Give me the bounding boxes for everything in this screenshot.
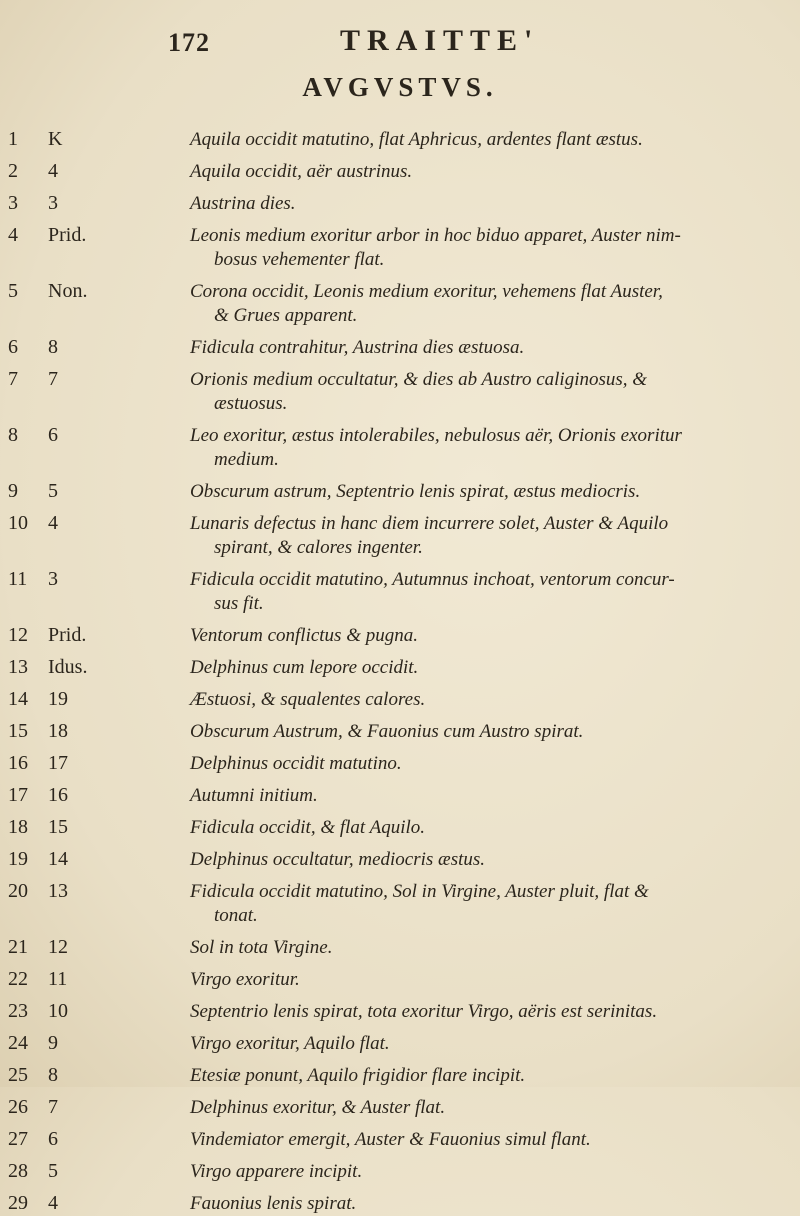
- entry-text: [190, 784, 770, 808]
- roman-date: 12: [48, 936, 68, 958]
- roman-date: 4: [48, 1192, 58, 1214]
- roman-date: 14: [48, 848, 68, 870]
- roman-date: 5: [48, 1160, 58, 1182]
- roman-date: 18: [48, 720, 68, 742]
- entry-text: [190, 336, 770, 360]
- entry-text: [190, 160, 770, 184]
- entry-line: Aquila occidit matutino, flat Aphricus, ardentes flant æstus.: [190, 129, 643, 150]
- entry-text: [190, 424, 770, 472]
- entry-text: [190, 688, 770, 712]
- roman-date: 15: [48, 816, 68, 838]
- roman-date: 5: [48, 480, 58, 502]
- day-number: 25: [8, 1064, 28, 1086]
- day-number: 19: [8, 848, 28, 870]
- roman-date: 19: [48, 688, 68, 710]
- day-number: 10: [8, 512, 28, 534]
- day-number: 17: [8, 784, 28, 806]
- entry-line: Æstuosi, & squalentes calores.: [190, 689, 426, 710]
- entry-text: [190, 880, 770, 928]
- day-number: 7: [8, 368, 18, 390]
- day-number: 20: [8, 880, 28, 902]
- running-head: TRAITTE': [340, 24, 540, 57]
- roman-date: 8: [48, 336, 58, 358]
- entry-line: Aquila occidit, aër austrinus.: [190, 161, 413, 182]
- entry-line: Fidicula occidit, & flat Aquilo.: [190, 817, 426, 838]
- entry-text: [190, 816, 770, 840]
- day-number: 11: [8, 568, 28, 590]
- day-number: 14: [8, 688, 28, 710]
- entry-line: æstuosus.: [214, 393, 288, 414]
- entry-text: [190, 1192, 770, 1216]
- month-title: AVGVSTVS.: [302, 72, 498, 102]
- entry-line: Delphinus occultatur, mediocris æstus.: [190, 849, 486, 870]
- page-number: 172: [168, 28, 210, 57]
- roman-date: 7: [48, 1096, 58, 1118]
- entry-text: [190, 752, 770, 776]
- entry-text: [190, 368, 770, 416]
- roman-date: K: [48, 128, 63, 150]
- entry-text: [190, 1160, 770, 1184]
- entry-line: Ventorum conflictus & pugna.: [190, 625, 418, 646]
- page-header: [0, 14, 800, 57]
- entry-text: [190, 192, 770, 216]
- entry-line: Autumni initium.: [190, 785, 318, 806]
- entry-line: Fidicula occidit matutino, Autumnus inchoat, ventorum concur-: [190, 569, 675, 590]
- roman-date: 6: [48, 424, 58, 446]
- entry-line: sus fit.: [214, 593, 264, 614]
- entry-line: Leo exoritur, æstus intolerabiles, nebulosus aër, Orionis exoritur: [190, 425, 682, 446]
- entry-line: Leonis medium exoritur arbor in hoc biduo apparet, Auster nim-: [190, 225, 681, 246]
- entry-text: [190, 848, 770, 872]
- entry-text: [190, 1064, 770, 1088]
- day-number: 15: [8, 720, 28, 742]
- entry-line: Virgo exoritur, Aquilo flat.: [190, 1033, 390, 1054]
- roman-date: 3: [48, 192, 58, 214]
- entry-line: Virgo apparere incipit.: [190, 1161, 363, 1182]
- entry-text: [190, 280, 770, 328]
- entry-text: [190, 720, 770, 744]
- entry-text: [190, 968, 770, 992]
- entry-text: [190, 512, 770, 560]
- entry-line: Delphinus occidit matutino.: [190, 753, 402, 774]
- entry-line: Delphinus cum lepore occidit.: [190, 657, 419, 678]
- entry-line: medium.: [214, 449, 279, 470]
- day-number: 22: [8, 968, 28, 990]
- roman-date: 9: [48, 1032, 58, 1054]
- entry-line: Septentrio lenis spirat, tota exoritur Virgo, aëris est serinitas.: [190, 1001, 658, 1022]
- day-number: 3: [8, 192, 18, 214]
- roman-date: 4: [48, 512, 58, 534]
- entry-line: Austrina dies.: [190, 193, 296, 214]
- entry-line: Obscurum astrum, Septentrio lenis spirat, æstus mediocris.: [190, 481, 641, 502]
- entry-line: Vindemiator emergit, Auster & Fauonius simul flant.: [190, 1129, 591, 1150]
- day-number: 29: [8, 1192, 28, 1214]
- roman-date: 8: [48, 1064, 58, 1086]
- entry-line: Fauonius lenis spirat.: [190, 1193, 357, 1214]
- day-number: 21: [8, 936, 28, 958]
- entry-line: Lunaris defectus in hanc diem incurrere solet, Auster & Aquilo: [190, 513, 669, 534]
- roman-date: 17: [48, 752, 68, 774]
- day-number: 23: [8, 1000, 28, 1022]
- entry-text: [190, 568, 770, 616]
- day-number: 1: [8, 128, 18, 150]
- day-number: 12: [8, 624, 28, 646]
- entry-line: Etesiæ ponunt, Aquilo frigidior flare incipit.: [190, 1065, 526, 1086]
- entry-line: & Grues apparent.: [214, 305, 358, 326]
- roman-date: 11: [48, 968, 68, 990]
- day-number: 18: [8, 816, 28, 838]
- entry-line: Virgo exoritur.: [190, 969, 300, 990]
- roman-date: Prid.: [48, 624, 87, 646]
- entry-line: bosus vehementer flat.: [214, 249, 385, 270]
- roman-date: 13: [48, 880, 68, 902]
- roman-date: Prid.: [48, 224, 87, 246]
- entry-text: [190, 480, 770, 504]
- entry-line: spirant, & calores ingenter.: [214, 537, 423, 558]
- entry-line: Orionis medium occultatur, & dies ab Austro caliginosus, &: [190, 369, 648, 390]
- day-number: 5: [8, 280, 18, 302]
- day-number: 26: [8, 1096, 28, 1118]
- entry-text: [190, 1096, 770, 1120]
- roman-date: 7: [48, 368, 58, 390]
- day-number: 16: [8, 752, 28, 774]
- entry-line: Delphinus exoritur, & Auster flat.: [190, 1097, 446, 1118]
- roman-date: 10: [48, 1000, 68, 1022]
- entry-line: Fidicula occidit matutino, Sol in Virgine, Auster pluit, flat &: [190, 881, 649, 902]
- roman-date: 4: [48, 160, 58, 182]
- day-number: 8: [8, 424, 18, 446]
- entry-line: tonat.: [214, 905, 258, 926]
- day-number: 4: [8, 224, 18, 246]
- entry-text: [190, 128, 770, 152]
- day-number: 27: [8, 1128, 28, 1150]
- entry-text: [190, 936, 770, 960]
- day-number: 13: [8, 656, 28, 678]
- day-number: 28: [8, 1160, 28, 1182]
- entry-text: [190, 656, 770, 680]
- entry-line: Fidicula contrahitur, Austrina dies æstuosa.: [190, 337, 525, 358]
- entry-text: [190, 1128, 770, 1152]
- roman-date: 16: [48, 784, 68, 806]
- day-number: 6: [8, 336, 18, 358]
- entry-text: [190, 224, 770, 272]
- day-number: 9: [8, 480, 18, 502]
- entry-text: [190, 1032, 770, 1056]
- roman-date: Non.: [48, 280, 88, 302]
- entry-text: [190, 1000, 770, 1024]
- roman-date: 6: [48, 1128, 58, 1150]
- entry-line: Obscurum Austrum, & Fauonius cum Austro spirat.: [190, 721, 584, 742]
- roman-date: 3: [48, 568, 58, 590]
- entry-line: Corona occidit, Leonis medium exoritur, vehemens flat Auster,: [190, 281, 663, 302]
- entry-line: Sol in tota Virgine.: [190, 937, 333, 958]
- roman-date: Idus.: [48, 656, 88, 678]
- day-number: 2: [8, 160, 18, 182]
- entry-text: [190, 624, 770, 648]
- day-number: 24: [8, 1032, 28, 1054]
